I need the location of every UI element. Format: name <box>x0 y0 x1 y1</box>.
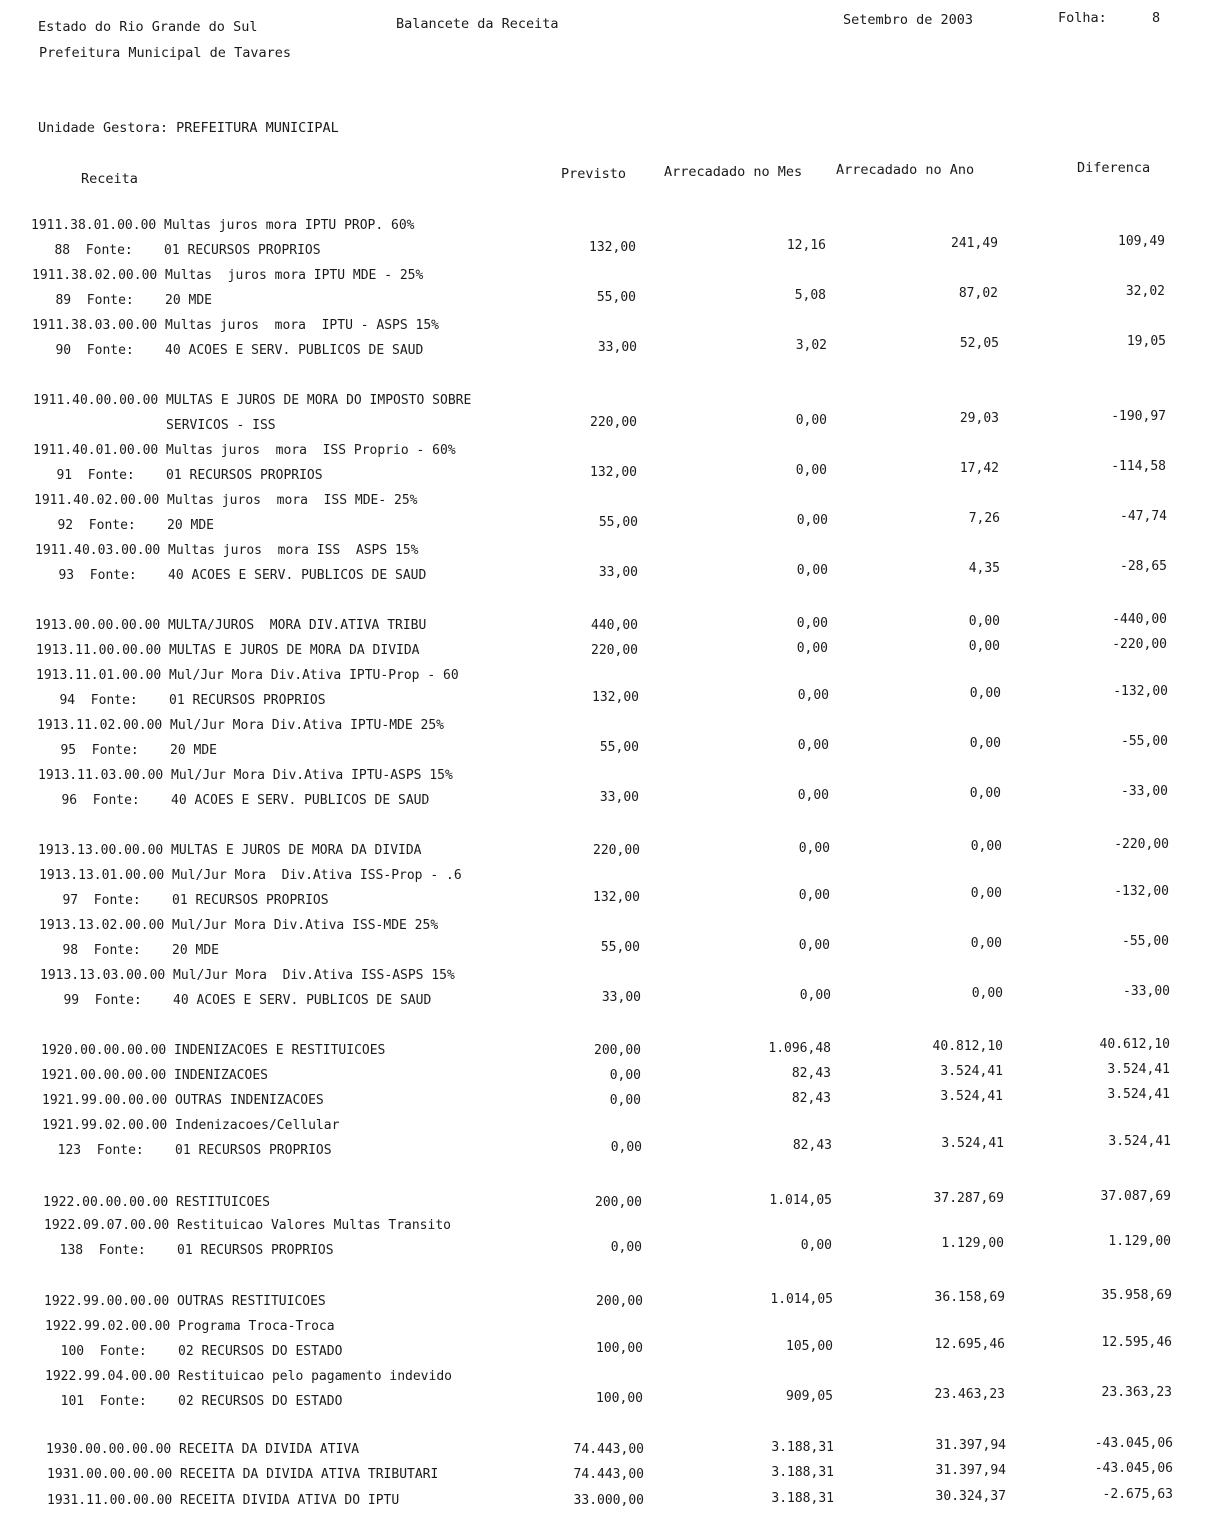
diferenca-value: -220,00 <box>1112 637 1167 652</box>
account-description: 1913.11.01.00.00 Mul/Jur Mora Div.Ativa IPTU-Prop - 60 <box>36 668 459 683</box>
fonte-line: SERVICOS - ISS <box>33 418 276 433</box>
arrecadado-ano-value: 3.524,41 <box>941 1136 1004 1151</box>
account-description: 1931.11.00.00.00 RECEITA DIVIDA ATIVA DO IPTU <box>47 1493 400 1508</box>
diferenca-value: 37.087,69 <box>1100 1189 1171 1204</box>
account-description: 1911.38.03.00.00 Multas juros mora IPTU - ASPS 15% <box>32 318 439 333</box>
arrecadado-mes-value: 1.014,05 <box>769 1193 832 1208</box>
arrecadado-mes-value: 909,05 <box>786 1389 833 1404</box>
previsto-value: 200,00 <box>596 1294 643 1309</box>
arrecadado-mes-value: 105,00 <box>786 1339 833 1354</box>
account-description: 1911.40.03.00.00 Multas juros mora ISS ASPS 15% <box>35 543 419 558</box>
account-description: 1930.00.00.00.00 RECEITA DA DIVIDA ATIVA <box>46 1442 360 1457</box>
arrecadado-ano-value: 23.463,23 <box>934 1387 1005 1402</box>
arrecadado-ano-value: 17,42 <box>959 461 999 476</box>
folha-label: Folha: <box>1058 10 1107 26</box>
previsto-value: 220,00 <box>591 643 638 658</box>
account-description: 1922.00.00.00.00 RESTITUICOES <box>43 1195 270 1210</box>
arrecadado-ano-value: 0,00 <box>969 786 1001 801</box>
diferenca-value: 40.612,10 <box>1099 1037 1170 1052</box>
arrecadado-ano-value: 0,00 <box>970 886 1002 901</box>
arrecadado-mes-value: 0,00 <box>796 616 828 631</box>
arrecadado-mes-value: 1.096,48 <box>768 1041 831 1056</box>
previsto-value: 74.443,00 <box>573 1467 644 1482</box>
fonte-line: 98 Fonte: 20 MDE <box>39 943 220 958</box>
previsto-value: 0,00 <box>610 1240 642 1255</box>
diferenca-value: -55,00 <box>1121 734 1168 749</box>
previsto-value: 33,00 <box>598 565 638 580</box>
arrecadado-ano-value: 0,00 <box>970 839 1002 854</box>
account-description: 1911.38.01.00.00 Multas juros mora IPTU PROP. 60% <box>31 218 415 233</box>
arrecadado-mes-value: 82,43 <box>792 1138 832 1153</box>
arrecadado-ano-value: 37.287,69 <box>933 1191 1004 1206</box>
col-arrecadado-mes: Arrecadado no Mes <box>664 164 803 180</box>
previsto-value: 132,00 <box>589 240 636 255</box>
account-description: 1913.11.02.00.00 Mul/Jur Mora Div.Ativa IPTU-MDE 25% <box>37 718 444 733</box>
account-description: 1922.99.04.00.00 Restituicao pelo pagamento indevido <box>45 1369 452 1384</box>
diferenca-value: -220,00 <box>1114 837 1169 852</box>
account-description: 1913.00.00.00.00 MULTA/JUROS MORA DIV.ATIVA TRIBU <box>35 618 427 633</box>
diferenca-value: 1.129,00 <box>1108 1234 1171 1249</box>
account-description: 1913.11.00.00.00 MULTAS E JUROS DE MORA DA DIVIDA <box>36 643 420 658</box>
account-description: 1911.40.02.00.00 Multas juros mora ISS MDE- 25% <box>34 493 418 508</box>
previsto-value: 0,00 <box>609 1093 641 1108</box>
arrecadado-mes-value: 3.188,31 <box>771 1440 834 1455</box>
arrecadado-ano-value: 29,03 <box>959 411 999 426</box>
state-name: Estado do Rio Grande do Sul <box>38 19 258 35</box>
diferenca-value: -47,74 <box>1120 509 1167 524</box>
fonte-line: 94 Fonte: 01 RECURSOS PROPRIOS <box>36 693 326 708</box>
arrecadado-ano-value: 0,00 <box>968 639 1000 654</box>
arrecadado-ano-value: 1.129,00 <box>941 1236 1004 1251</box>
fonte-line: 97 Fonte: 01 RECURSOS PROPRIOS <box>39 893 329 908</box>
arrecadado-mes-value: 12,16 <box>786 238 826 253</box>
fonte-line: 95 Fonte: 20 MDE <box>37 743 218 758</box>
arrecadado-ano-value: 36.158,69 <box>934 1290 1005 1305</box>
diferenca-value: 3.524,41 <box>1107 1062 1170 1077</box>
arrecadado-ano-value: 40.812,10 <box>932 1039 1003 1054</box>
previsto-value: 55,00 <box>596 290 636 305</box>
arrecadado-mes-value: 0,00 <box>795 413 827 428</box>
arrecadado-mes-value: 1.014,05 <box>770 1292 833 1307</box>
arrecadado-ano-value: 0,00 <box>969 686 1001 701</box>
arrecadado-ano-value: 4,35 <box>968 561 1000 576</box>
previsto-value: 100,00 <box>596 1391 643 1406</box>
arrecadado-mes-value: 3,02 <box>795 338 827 353</box>
diferenca-value: -114,58 <box>1111 459 1166 474</box>
account-description: 1913.13.01.00.00 Mul/Jur Mora Div.Ativa ISS-Prop - .6 <box>39 868 462 883</box>
diferenca-value: -28,65 <box>1120 559 1167 574</box>
arrecadado-mes-value: 0,00 <box>796 563 828 578</box>
fonte-line: 138 Fonte: 01 RECURSOS PROPRIOS <box>44 1243 334 1258</box>
diferenca-value: -55,00 <box>1122 934 1169 949</box>
account-description: 1913.13.03.00.00 Mul/Jur Mora Div.Ativa ISS-ASPS 15% <box>40 968 455 983</box>
arrecadado-mes-value: 3.188,31 <box>771 1491 834 1506</box>
account-description: 1921.99.00.00.00 OUTRAS INDENIZACOES <box>42 1093 324 1108</box>
diferenca-value: 12.595,46 <box>1101 1335 1172 1350</box>
account-description: 1922.99.00.00.00 OUTRAS RESTITUICOES <box>44 1294 326 1309</box>
previsto-value: 200,00 <box>595 1195 642 1210</box>
diferenca-value: 19,05 <box>1126 334 1166 349</box>
fonte-line: 101 Fonte: 02 RECURSOS DO ESTADO <box>45 1394 343 1409</box>
arrecadado-ano-value: 31.397,94 <box>935 1463 1006 1478</box>
fonte-line: 96 Fonte: 40 ACOES E SERV. PUBLICOS DE SAUD <box>38 793 430 808</box>
previsto-value: 200,00 <box>594 1043 641 1058</box>
arrecadado-ano-value: 0,00 <box>968 614 1000 629</box>
arrecadado-ano-value: 12.695,46 <box>934 1337 1005 1352</box>
prefeitura-name: Prefeitura Municipal de Tavares <box>39 45 291 61</box>
diferenca-value: 3.524,41 <box>1107 1087 1170 1102</box>
diferenca-value: -43.045,06 <box>1094 1461 1173 1476</box>
arrecadado-ano-value: 3.524,41 <box>940 1064 1003 1079</box>
col-previsto: Previsto <box>561 166 627 182</box>
fonte-line: 93 Fonte: 40 ACOES E SERV. PUBLICOS DE SAUD <box>35 568 427 583</box>
account-description: 1921.99.02.00.00 Indenizacoes/Cellular <box>42 1118 340 1133</box>
arrecadado-ano-value: 31.397,94 <box>935 1438 1006 1453</box>
arrecadado-mes-value: 0,00 <box>798 938 830 953</box>
previsto-value: 33,00 <box>599 790 639 805</box>
previsto-value: 0,00 <box>609 1068 641 1083</box>
arrecadado-mes-value: 82,43 <box>791 1066 831 1081</box>
account-description: 1911.38.02.00.00 Multas juros mora IPTU MDE - 25% <box>32 268 424 283</box>
previsto-value: 132,00 <box>593 890 640 905</box>
unidade-gestora: Unidade Gestora: PREFEITURA MUNICIPAL <box>38 120 339 136</box>
diferenca-value: 32,02 <box>1125 284 1165 299</box>
col-diferenca: Diferenca <box>1077 160 1151 176</box>
account-description: 1921.00.00.00.00 INDENIZACOES <box>41 1068 268 1083</box>
account-description: 1911.40.00.00.00 MULTAS E JUROS DE MORA DO IMPOSTO SOBRE <box>33 393 472 408</box>
account-description: 1913.13.02.00.00 Mul/Jur Mora Div.Ativa ISS-MDE 25% <box>39 918 439 933</box>
diferenca-value: -2.675,63 <box>1102 1487 1173 1502</box>
account-description: 1920.00.00.00.00 INDENIZACOES E RESTITUICOES <box>41 1043 386 1058</box>
fonte-line: 123 Fonte: 01 RECURSOS PROPRIOS <box>42 1143 332 1158</box>
diferenca-value: 3.524,41 <box>1108 1134 1171 1149</box>
account-description: 1911.40.01.00.00 Multas juros mora ISS Proprio - 60% <box>33 443 456 458</box>
report-period: Setembro de 2003 <box>843 12 974 28</box>
fonte-line: 99 Fonte: 40 ACOES E SERV. PUBLICOS DE SAUD <box>40 993 432 1008</box>
arrecadado-ano-value: 52,05 <box>959 336 999 351</box>
arrecadado-mes-value: 0,00 <box>796 513 828 528</box>
arrecadado-mes-value: 0,00 <box>797 688 829 703</box>
fonte-line: 89 Fonte: 20 MDE <box>32 293 213 308</box>
col-receita: Receita <box>81 171 138 187</box>
arrecadado-mes-value: 5,08 <box>794 288 826 303</box>
diferenca-value: -43.045,06 <box>1094 1436 1173 1451</box>
arrecadado-ano-value: 87,02 <box>958 286 998 301</box>
account-description: 1913.11.03.00.00 Mul/Jur Mora Div.Ativa IPTU-ASPS 15% <box>38 768 453 783</box>
previsto-value: 55,00 <box>599 740 639 755</box>
diferenca-value: -132,00 <box>1114 884 1169 899</box>
arrecadado-ano-value: 30.324,37 <box>935 1489 1006 1504</box>
previsto-value: 33,00 <box>601 990 641 1005</box>
arrecadado-ano-value: 241,49 <box>951 236 998 251</box>
fonte-line: 92 Fonte: 20 MDE <box>34 518 215 533</box>
diferenca-value: 35.958,69 <box>1101 1288 1172 1303</box>
arrecadado-ano-value: 0,00 <box>969 736 1001 751</box>
previsto-value: 132,00 <box>592 690 639 705</box>
arrecadado-ano-value: 0,00 <box>971 986 1003 1001</box>
previsto-value: 220,00 <box>593 843 640 858</box>
arrecadado-ano-value: 0,00 <box>970 936 1002 951</box>
arrecadado-mes-value: 0,00 <box>798 888 830 903</box>
previsto-value: 33,00 <box>597 340 637 355</box>
arrecadado-mes-value: 0,00 <box>795 463 827 478</box>
arrecadado-mes-value: 0,00 <box>800 1238 832 1253</box>
diferenca-value: 23.363,23 <box>1101 1385 1172 1400</box>
account-description: 1913.13.00.00.00 MULTAS E JUROS DE MORA DA DIVIDA <box>38 843 422 858</box>
arrecadado-mes-value: 0,00 <box>796 641 828 656</box>
fonte-line: 88 Fonte: 01 RECURSOS PROPRIOS <box>31 243 321 258</box>
arrecadado-ano-value: 3.524,41 <box>940 1089 1003 1104</box>
diferenca-value: 109,49 <box>1118 234 1165 249</box>
previsto-value: 100,00 <box>596 1341 643 1356</box>
arrecadado-mes-value: 0,00 <box>799 988 831 1003</box>
diferenca-value: -33,00 <box>1121 784 1168 799</box>
previsto-value: 33.000,00 <box>573 1493 644 1508</box>
account-description: 1931.00.00.00.00 RECEITA DA DIVIDA ATIVA TRIBUTARI <box>47 1467 439 1482</box>
previsto-value: 132,00 <box>590 465 637 480</box>
arrecadado-mes-value: 0,00 <box>797 738 829 753</box>
arrecadado-mes-value: 3.188,31 <box>771 1465 834 1480</box>
folha-number: 8 <box>1152 10 1161 26</box>
arrecadado-mes-value: 0,00 <box>797 788 829 803</box>
col-arrecadado-ano: Arrecadado no Ano <box>836 162 975 178</box>
diferenca-value: -440,00 <box>1112 612 1167 627</box>
arrecadado-mes-value: 82,43 <box>791 1091 831 1106</box>
report-title: Balancete da Receita <box>396 16 559 32</box>
previsto-value: 74.443,00 <box>573 1442 644 1457</box>
previsto-value: 55,00 <box>598 515 638 530</box>
previsto-value: 440,00 <box>591 618 638 633</box>
fonte-line: 91 Fonte: 01 RECURSOS PROPRIOS <box>33 468 323 483</box>
diferenca-value: -132,00 <box>1113 684 1168 699</box>
fonte-line: 90 Fonte: 40 ACOES E SERV. PUBLICOS DE SAUD <box>32 343 424 358</box>
arrecadado-mes-value: 0,00 <box>798 841 830 856</box>
previsto-value: 0,00 <box>610 1140 642 1155</box>
diferenca-value: -190,97 <box>1111 409 1166 424</box>
diferenca-value: -33,00 <box>1123 984 1170 999</box>
arrecadado-ano-value: 7,26 <box>968 511 1000 526</box>
previsto-value: 55,00 <box>600 940 640 955</box>
account-description: 1922.99.02.00.00 Programa Troca-Troca <box>45 1319 335 1334</box>
account-description: 1922.09.07.00.00 Restituicao Valores Multas Transito <box>44 1218 451 1233</box>
fonte-line: 100 Fonte: 02 RECURSOS DO ESTADO <box>45 1344 343 1359</box>
previsto-value: 220,00 <box>590 415 637 430</box>
